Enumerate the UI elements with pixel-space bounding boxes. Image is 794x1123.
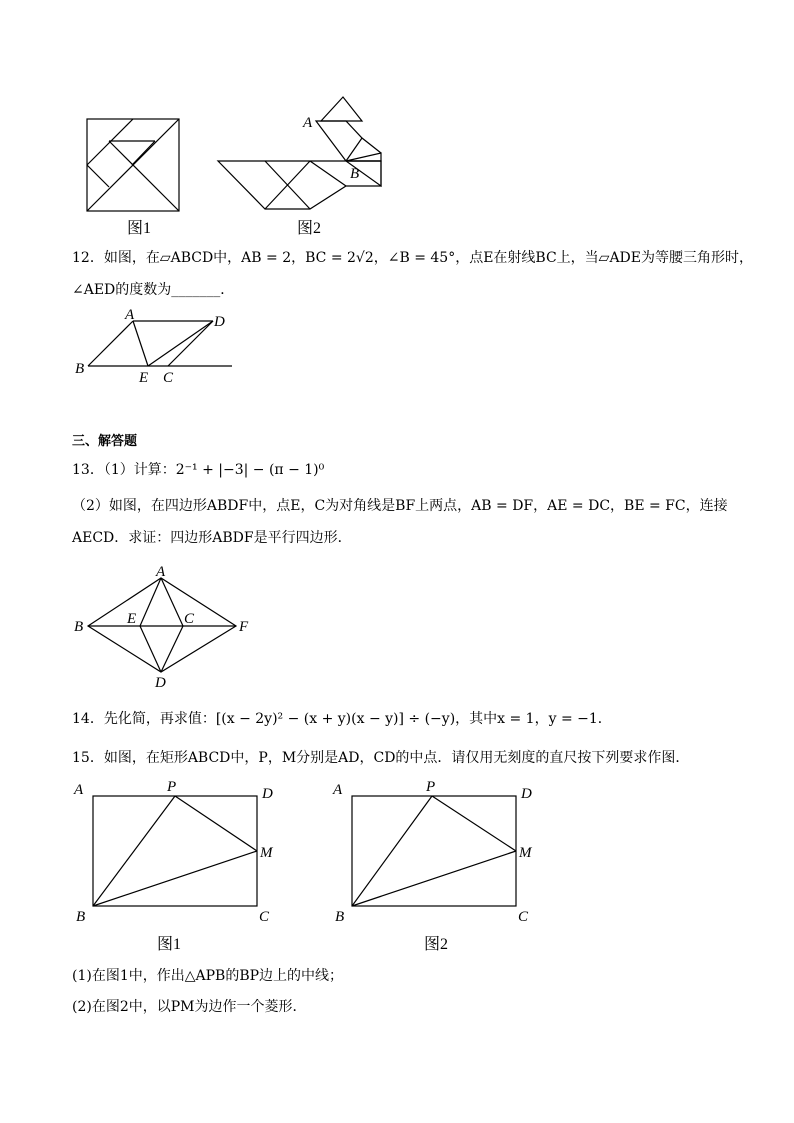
fig1-label-m: M [260, 845, 273, 861]
q12-label-c: C [163, 370, 174, 386]
q13-part-2-line-2: AECD．求证：四边形ABDF是平行四边形． [72, 530, 352, 546]
q14-text: 14．先化简，再求值：[(x − 2y)² − (x + y)(x − y)] ÷ (−y)，其中x = 1，y = −1． [72, 711, 612, 727]
fig15-caption-1: 图1 [157, 936, 182, 953]
fig1-label-b: B [76, 909, 86, 925]
q13-part-2-line-1: （2）如图，在四边形ABDF中，点E，C为对角线是BF上两点，AB = DF，AE = DC，BE = FC，连接 [72, 498, 728, 514]
q12-label-b: B [75, 361, 85, 377]
q13-label-a: A [156, 564, 166, 580]
q13-label-b: B [74, 619, 84, 635]
q13-label-c: C [184, 611, 195, 627]
fig15-caption-2: 图2 [424, 936, 449, 953]
fig2-label-c: C [518, 909, 529, 925]
q15-intro: 15．如图，在矩形ABCD中，P，M分别是AD，CD的中点．请仅用无刻度的直尺按下列要求作图． [72, 750, 690, 766]
q12-label-a: A [125, 307, 135, 323]
q13-part-1: 13．（1）计算：2⁻¹ + |−3| − (π − 1)⁰ [72, 462, 325, 478]
section-3-title: 三、解答题 [72, 434, 138, 449]
fig1-label-a: A [74, 782, 84, 798]
fig1-label-d: D [262, 786, 273, 802]
rectangle-figure-1 [93, 796, 257, 906]
fig2-label-m: M [519, 845, 532, 861]
q12-label-d: D [214, 314, 225, 330]
swan-label-b: B [350, 166, 360, 182]
q12-line-2: ∠AED的度数为_______． [72, 282, 235, 298]
q13-label-d: D [155, 675, 166, 691]
q13-label-e: E [127, 611, 137, 627]
fig11-caption-1: 图1 [127, 220, 152, 237]
q12-label-e: E [139, 370, 149, 386]
fig1-label-c: C [259, 909, 270, 925]
q12-line-1: 12．如图，在▱ABCD中，AB = 2，BC = 2√2，∠B = 45°，点E在射线BC上，当▱ADE为等腰三角形时， [72, 250, 754, 266]
fig2-label-d: D [521, 786, 532, 802]
fig2-label-a: A [333, 782, 343, 798]
swan-label-a: A [303, 115, 313, 131]
q13-label-f: F [239, 619, 249, 635]
fig1-label-p: P [167, 779, 177, 795]
fig2-label-p: P [426, 779, 436, 795]
q15-task-1: (1)在图1中，作出△APB的BP边上的中线； [72, 968, 344, 984]
fig2-label-b: B [335, 909, 345, 925]
fig11-caption-2: 图2 [297, 220, 322, 237]
q15-task-2: (2)在图2中，以PM为边作一个菱形． [72, 999, 307, 1015]
rectangle-figure-2 [352, 796, 516, 906]
